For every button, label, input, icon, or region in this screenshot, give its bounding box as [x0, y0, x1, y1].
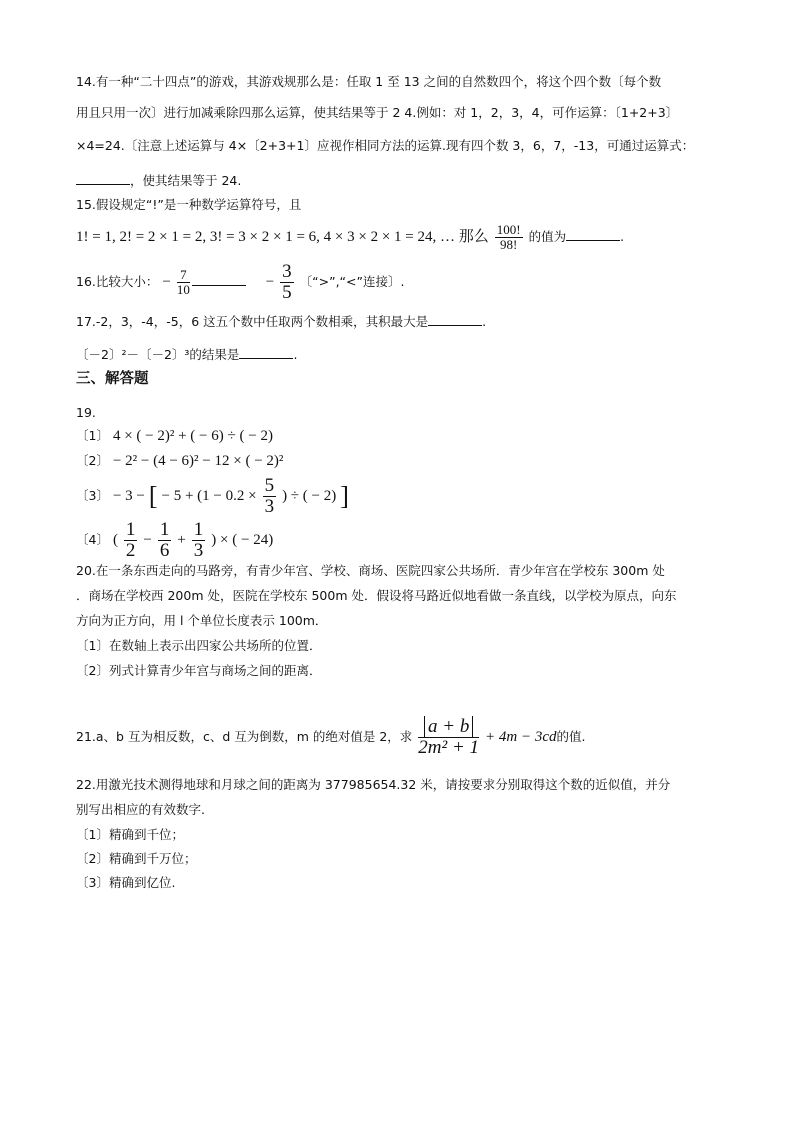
q16-b-den: 5	[282, 281, 292, 303]
q19-p4-close: ) × ( − 24)	[211, 531, 274, 548]
q16-b-num: 3	[282, 261, 292, 282]
q21-frac-den: 2m² + 1	[418, 737, 480, 758]
q22-line2: 别写出相应的有效数字.	[76, 802, 205, 817]
q15-fraction	[495, 223, 523, 251]
q22-sub1: 〔1〕精确到千位；	[76, 827, 184, 842]
q15-line1: 15.假设规定“!”是一种数学运算符号，且	[76, 197, 302, 212]
q21-prefix: 21.a、b 互为相反数，c、d 互为倒数，m 的绝对值是 2，求	[76, 729, 413, 744]
q22-line1: 22.用激光技术测得地球和月球之间的距离为 377985654.32 米，请按要求分别取得这个数的近似值，并分	[76, 777, 671, 792]
q15-factorial-sequence: 1! = 1, 2! = 2 × 1 = 2, 3! = 3 × 2 × 1 = 6, 4 × 3 × 2 × 1 = 24, … 那么	[76, 229, 489, 245]
q14-line4-text: ，使其结果等于 24.	[130, 173, 242, 188]
q21-frac-num: a + b	[424, 716, 473, 737]
q14-line1: 14.有一种“二十四点”的游戏，其游戏规那么是：任取 1 至 13 之间的自然数四个，将这个四个数〔每个数	[76, 74, 662, 89]
q19-p3-a: − 3 −	[112, 488, 145, 504]
q20-line2: ．商场在学校西 200m 处，医院在学校东 500m 处．假设将马路近似地看做一条直线，以学校为原点，向东	[76, 588, 677, 603]
q19-part1	[76, 428, 273, 444]
q19-p2-label: 〔2〕	[76, 453, 109, 468]
q19-p3-label: 〔3〕	[76, 488, 109, 503]
q16-a-den: 10	[176, 281, 190, 297]
q19-p4-plus: +	[177, 531, 186, 548]
q19-p4-frac1	[124, 520, 138, 561]
q19-f1-num: 1	[125, 519, 136, 540]
q18-line	[76, 346, 297, 363]
q19-f2-den: 6	[159, 539, 170, 561]
q19-p2-expr: − 2² − (4 − 6)² − 12 × ( − 2)²	[112, 453, 284, 469]
q16-prefix: 16.比较大小：	[76, 273, 159, 289]
q22-sub3: 〔3〕精确到亿位.	[76, 875, 176, 890]
q19-p4-minus: −	[143, 531, 152, 548]
q17-line	[76, 313, 486, 330]
q19-f1-den: 2	[125, 539, 136, 561]
q18-answer-blank[interactable]	[239, 346, 293, 359]
q19-p4-open: (	[112, 531, 118, 548]
q18-end: .	[293, 347, 298, 362]
q15-tail: 的值为	[528, 229, 567, 244]
q20-sub1: 〔1〕在数轴上表示出四家公共场所的位置．	[76, 638, 322, 653]
q19-p1-label: 〔1〕	[76, 428, 109, 443]
q14-line4	[76, 172, 241, 189]
q17-text: 17.-2，3，-4，-5，6 这五个数中任取两个数相乘，其积最大是	[76, 314, 429, 329]
q20-line3: 方向为正方向，用 l 个单位长度表示 100m．	[76, 613, 328, 628]
q16-a-num: 7	[177, 268, 190, 283]
q19-p3-c: ) ÷ ( − 2)	[282, 488, 337, 504]
q19-number: 19.	[76, 405, 96, 420]
q19-p1-expr: 4 × ( − 2)² + ( − 6) ÷ ( − 2)	[112, 428, 273, 444]
q19-p3-den: 3	[264, 496, 275, 517]
q21-rest: + 4m − 3cd	[485, 729, 557, 745]
section-title: 三、解答题	[76, 371, 149, 387]
q16-line	[76, 262, 404, 303]
q16-neg-b: −	[265, 273, 275, 290]
q21-fraction	[418, 717, 479, 758]
q16-answer-blank[interactable]	[192, 273, 246, 286]
q19-p3-fraction	[263, 476, 277, 517]
q14-line3: ×4=24.〔注意上述运算与 4×〔2+3+1〕应视作相同方法的运算.现有四个数 3，6，7，-13，可通过运算式：	[76, 138, 695, 153]
q19-part2	[76, 453, 283, 469]
q19-part4	[76, 520, 273, 561]
q19-p4-frac2	[158, 520, 172, 561]
q17-answer-blank[interactable]	[428, 313, 482, 326]
q19-part3	[76, 476, 349, 517]
q16-fraction-a	[177, 268, 190, 296]
q19-f3-num: 1	[193, 519, 204, 540]
q20-sub2: 〔2〕列式计算青少年宫与商场之间的距离．	[76, 663, 322, 678]
q19-f2-num: 1	[159, 519, 170, 540]
q20-line1: 20.在一条东西走向的马路旁，有青少年宫、学校、商场、医院四家公共场所．青少年宫在学校东 300m 处	[76, 563, 665, 578]
q15-frac-num: 100!	[496, 222, 521, 238]
q19-p3-close-bracket: ]	[340, 481, 349, 511]
q19-p3-open-bracket: [	[148, 481, 158, 511]
q21-suffix: 的值.	[556, 729, 586, 744]
q15-formula-line: 1! = 1, 2! = 2 × 1 = 2, 3! = 3 × 2 × 1 = 6, 4 × 3 × 2 × 1 = 24, … 那么 $\frac{100!}{98!}$ 的值为 .	[76, 222, 625, 252]
q19-p3-num: 5	[264, 475, 275, 497]
q15-frac-den: 98!	[499, 237, 518, 252]
q15-answer-blank[interactable]	[566, 228, 620, 241]
q17-end: .	[482, 314, 487, 329]
q19-f3-den: 3	[193, 539, 204, 561]
q16-suffix: 〔“>”,“<”连接〕.	[299, 273, 405, 289]
q22-sub2: 〔2〕精确到千万位；	[76, 851, 197, 866]
q18-text: 〔－2〕²－〔－2〕³的结果是	[76, 347, 240, 362]
q21-frac-num-wrap	[418, 717, 479, 738]
q14-answer-blank[interactable]	[76, 172, 130, 185]
q14-line2: 用且只用一次〕进行加减乘除四那么运算，使其结果等于 2 4.例如：对 1，2，3，4，可作运算：〔1+2+3〕	[76, 105, 679, 120]
q19-p4-label: 〔4〕	[76, 531, 109, 547]
q16-neg-a: −	[162, 273, 171, 290]
q19-p4-frac3	[192, 520, 206, 561]
q21-line	[76, 712, 586, 762]
q16-fraction-b	[280, 262, 294, 303]
q19-p3-b: − 5 + (1 − 0.2 ×	[161, 488, 257, 504]
